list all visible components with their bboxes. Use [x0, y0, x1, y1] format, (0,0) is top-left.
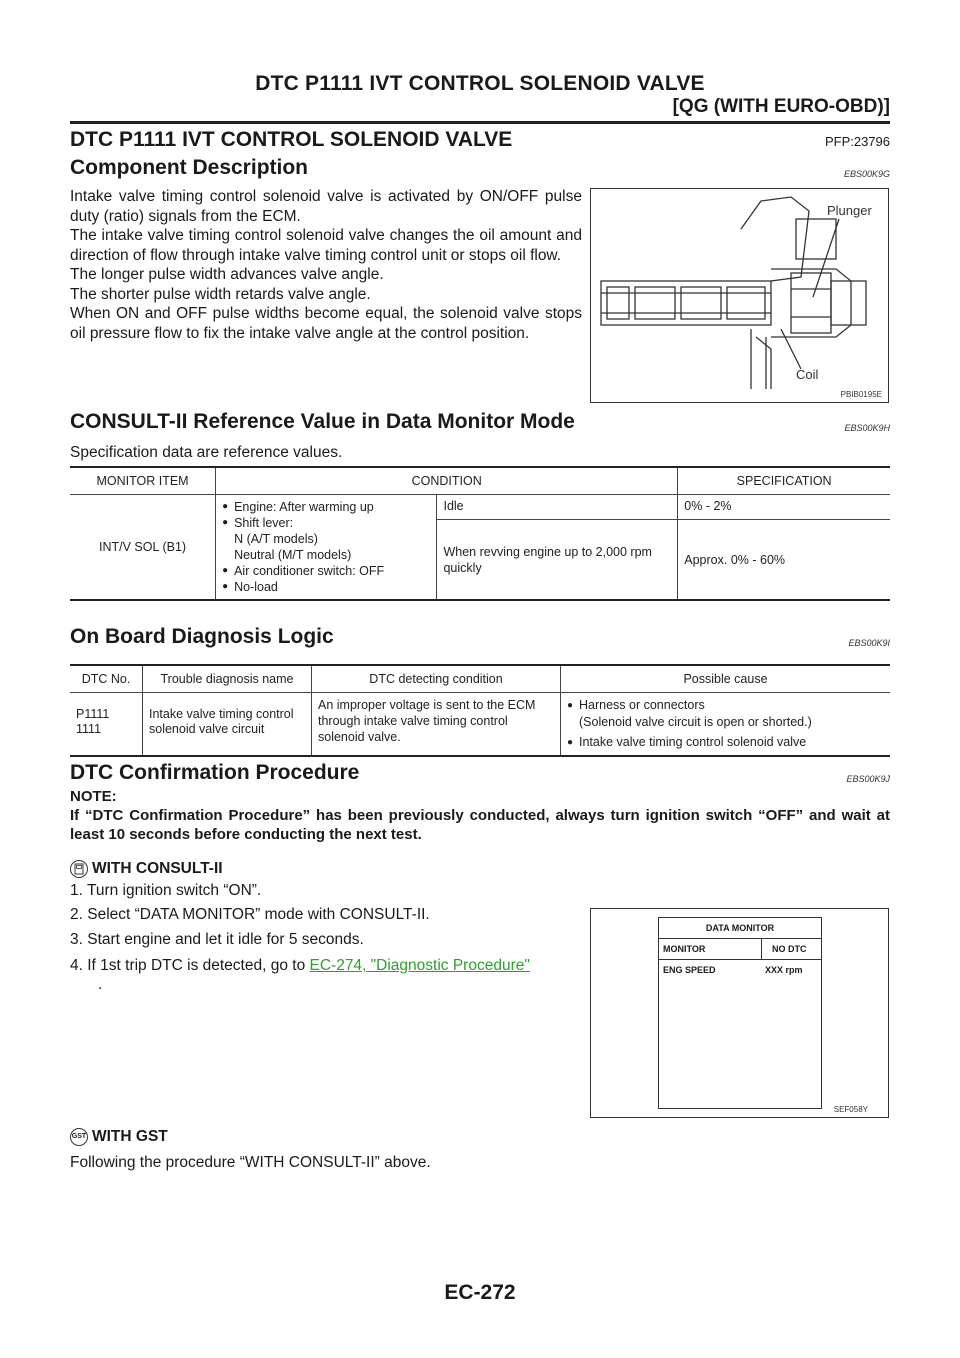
- pfp-code: PFP:23796: [824, 134, 890, 149]
- condition-revving: When revving engine up to 2,000 rpm quickly: [437, 520, 678, 601]
- col-trouble-name: Trouble diagnosis name: [143, 665, 312, 693]
- solenoid-diagram: [591, 189, 888, 402]
- screen-header-row: [659, 939, 821, 960]
- spec-idle: 0% - 2%: [678, 495, 890, 520]
- screen-data-row: [659, 960, 821, 980]
- note-label: NOTE:: [70, 788, 117, 805]
- screen-row-value: XXX rpm: [765, 965, 803, 975]
- data-monitor-screen: [658, 917, 822, 1109]
- obd-logic-code: EBS00K9I: [848, 638, 890, 648]
- step-1: 1. Turn ignition switch “ON”.: [70, 882, 262, 899]
- component-description-heading: Component Description: [70, 156, 309, 179]
- data-monitor-figure: [590, 908, 889, 1118]
- col-condition: CONDITION: [216, 467, 678, 495]
- obd-logic-table: [70, 664, 890, 757]
- with-gst-label: WITH GST: [92, 1128, 168, 1146]
- with-consult-label: WITH CONSULT-II: [92, 860, 223, 878]
- paragraph: The shorter pulse width retards valve angle.: [70, 285, 371, 303]
- spec-revving: Approx. 0% - 60%: [678, 520, 890, 601]
- condition-item: ● No-load: [222, 579, 430, 595]
- screen-title: DATA MONITOR: [659, 918, 821, 939]
- monitor-item-cell: INT/V SOL (B1): [70, 495, 216, 601]
- coil-label: Coil: [796, 367, 819, 382]
- cause-subitem: (Solenoid valve circuit is open or shorted.): [579, 715, 812, 729]
- step-3: 3. Start engine and let it idle for 5 seconds.: [70, 931, 364, 948]
- col-monitor-item: MONITOR ITEM: [70, 467, 216, 495]
- page-number: EC-272: [444, 1281, 516, 1304]
- screen-col-nodtc: NO DTC: [761, 939, 807, 959]
- table-row: [70, 693, 890, 757]
- note-block: [70, 787, 890, 844]
- consult-reference-table: [70, 466, 890, 601]
- section-title: DTC P1111 IVT CONTROL SOLENOID VALVE: [70, 128, 513, 151]
- paragraph: The longer pulse width advances valve angle.: [70, 266, 384, 283]
- condition-subitem: Neutral (M/T models): [234, 548, 352, 562]
- cause-item: ● Intake valve timing control solenoid valve: [567, 734, 884, 751]
- plunger-label: Plunger: [827, 203, 872, 218]
- with-consult-heading: [70, 860, 223, 878]
- col-possible-cause: Possible cause: [561, 665, 891, 693]
- col-dtc-no: DTC No.: [70, 665, 143, 693]
- table-header-row: [70, 467, 890, 495]
- condition-item: ● Air conditioner switch: OFF: [222, 563, 430, 579]
- paragraph: When ON and OFF pulse widths become equal, the solenoid valve stops oil pressure flow to fix the intake valve angle at the control position.: [70, 305, 582, 342]
- col-specification: SPECIFICATION: [678, 467, 890, 495]
- figure-caption: SEF058Y: [833, 1105, 868, 1114]
- screen-col-monitor: MONITOR: [663, 944, 706, 954]
- condition-item: ● Engine: After warming up: [222, 499, 430, 515]
- condition-subitem: N (A/T models): [234, 532, 318, 546]
- gst-icon: GST: [70, 1128, 88, 1146]
- consult-reference-intro: Specification data are reference values.: [70, 444, 343, 461]
- confirmation-heading: DTC Confirmation Procedure: [70, 761, 360, 784]
- dtc-number-cell: [70, 693, 143, 757]
- detecting-condition-cell: An improper voltage is sent to the ECM through intake valve timing control solenoid valve.: [312, 693, 561, 757]
- cause-item: ● Harness or connectors: [567, 697, 884, 714]
- condition-idle: Idle: [437, 495, 678, 520]
- paragraph: The intake valve timing control solenoid valve changes the oil amount and direction of flow through intake valve timing control unit or stops oil flow.: [70, 227, 582, 264]
- running-header-subtitle: [QG (WITH EURO-OBD)]: [672, 96, 890, 117]
- step-4-text: 4. If 1st trip DTC is detected, go to: [70, 957, 310, 974]
- trouble-name-cell: Intake valve timing control solenoid valve circuit: [143, 693, 312, 757]
- running-header-title: DTC P1111 IVT CONTROL SOLENOID VALVE: [255, 72, 705, 95]
- table-row: [70, 495, 890, 520]
- condition-item: ● Shift lever:: [222, 515, 430, 531]
- dtc-code: P1111: [76, 707, 110, 721]
- consult-device-icon: [70, 860, 88, 878]
- diagnostic-procedure-link[interactable]: EC-274, "Diagnostic Procedure": [309, 957, 530, 974]
- consult-reference-code: EBS00K9H: [844, 423, 890, 433]
- figure-caption: PBIB0195E: [840, 390, 882, 399]
- dtc-code-alt: 1111: [76, 722, 102, 736]
- step-4-end: .: [98, 976, 103, 993]
- component-description-code: EBS00K9G: [843, 169, 890, 179]
- confirmation-code: EBS00K9J: [846, 774, 890, 784]
- with-gst-heading: [70, 1128, 168, 1146]
- header-rule: [70, 121, 890, 124]
- consult-reference-heading: CONSULT-II Reference Value in Data Monitor Mode: [70, 410, 575, 433]
- obd-logic-heading: On Board Diagnosis Logic: [70, 625, 334, 648]
- component-description-text: [70, 187, 582, 343]
- step-2: 2. Select “DATA MONITOR” mode with CONSULT-II.: [70, 906, 430, 923]
- possible-cause-cell: [561, 693, 891, 757]
- screen-row-label: ENG SPEED: [663, 965, 716, 975]
- gst-text: Following the procedure “WITH CONSULT-II” above.: [70, 1154, 431, 1171]
- step-4: [70, 956, 590, 994]
- condition-list-cell: [216, 495, 437, 601]
- col-detecting-condition: DTC detecting condition: [312, 665, 561, 693]
- paragraph: Intake valve timing control solenoid valve is activated by ON/OFF pulse duty (ratio) signals from the ECM.: [70, 188, 582, 225]
- solenoid-valve-figure: [590, 188, 889, 403]
- note-text: If “DTC Confirmation Procedure” has been previously conducted, always turn ignition switch “OFF” and wait at least 10 seconds before conducting the next test.: [70, 807, 890, 843]
- table-header-row: [70, 665, 890, 693]
